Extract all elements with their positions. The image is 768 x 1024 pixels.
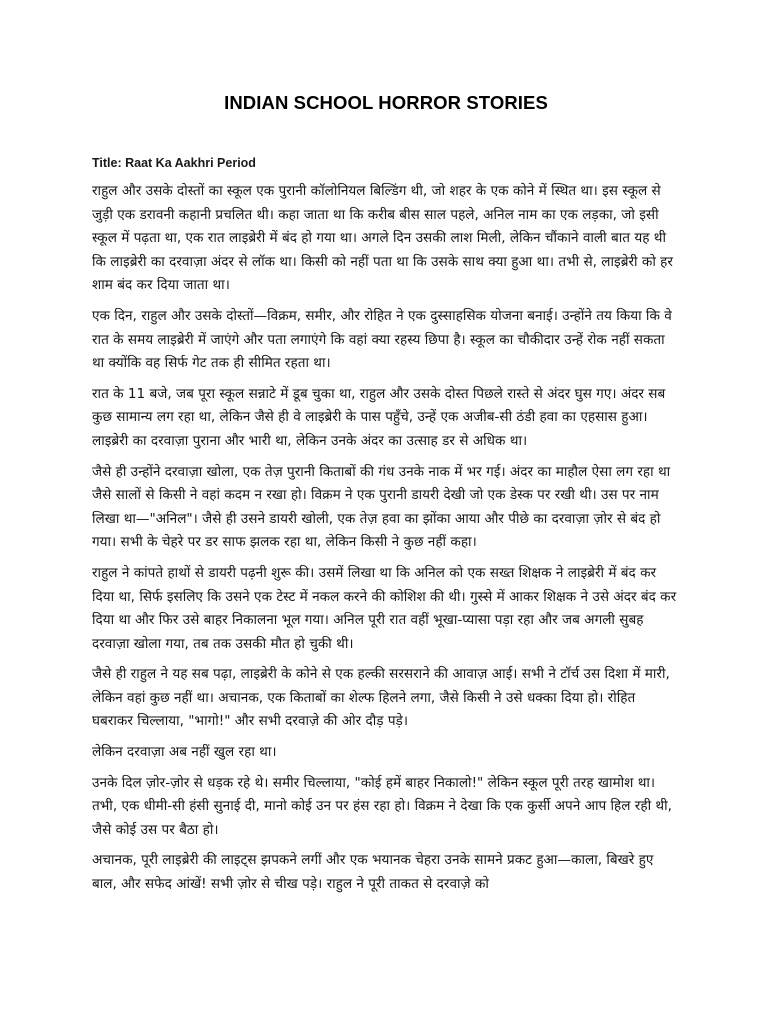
paragraph-6: जैसे ही राहुल ने यह सब पढ़ा, लाइब्रेरी के कोने से एक हल्की सरसराने की आवाज़ आई। सभी ने टॉर्च उस दिशा में मारी, लेकिन वहां कुछ नहीं था। अचानक, एक किताबों का शेल्फ हिलने लगा, जैसे किसी ने उसे धक्का दिया हो। रोहित घबराकर चिल्लाया, "भागो!" और सभी दरवाज़े की ओर दौड़ पड़े। xyxy=(92,666,670,730)
paragraph-8: उनके दिल ज़ोर-ज़ोर से धड़क रहे थे। समीर चिल्लाया, "कोई हमें बाहर निकालो!" लेकिन स्कूल पूरी तरह खामोश था। तभी, एक धीमी-सी हंसी सुनाई दी, मानो कोई उन पर हंस रहा हो। विक्रम ने देखा कि एक कुर्सी अपने आप हिल रही थी, जैसे कोई उस पर बैठा हो। xyxy=(92,774,672,838)
document-page xyxy=(92,0,680,904)
paragraph-1: राहुल और उसके दोस्तों का स्कूल एक पुरानी कॉलोनियल बिल्डिंग थी, जो शहर के एक कोने में स्थित था। इस स्कूल से जुड़ी एक डरावनी कहानी प्रचलित थी। कहा जाता था कि करीब बीस साल पहले, अनिल नाम का एक लड़का, जो इसी स्कूल में पढ़ता था, एक रात लाइब्रेरी में बंद हो गया था। अगले दिन उसकी लाश मिली, लेकिन चौंकाने वाली बात यह थी कि लाइब्रेरी का दरवाज़ा अंदर से लॉक था। किसी को नहीं पता था कि उसके साथ क्या हुआ था। तभी से, लाइब्रेरी को हर शाम बंद कर दिया जाता था। xyxy=(92,183,673,294)
paragraph-5: राहुल ने कांपते हाथों से डायरी पढ़नी शुरू की। उसमें लिखा था कि अनिल को एक सख्त शिक्षक ने लाइब्रेरी में बंद कर दिया था, सिर्फ इसलिए कि उसने एक टेस्ट में नकल करने की कोशिश की थी। गुस्से में आकर शिक्षक ने उसे अंदर बंद कर दिया था और फिर उसे बाहर निकालना भूल गया। अनिल पूरी रात वहीं भूखा-प्यासा पड़ा रहा और जब अगली सुबह दरवाज़ा खोला गया, तब तक उसकी मौत हो चुकी थी। xyxy=(92,564,677,652)
paragraph-3: रात के 11 बजे, जब पूरा स्कूल सन्नाटे में डूब चुका था, राहुल और उसके दोस्त पिछले रास्ते से अंदर घुस गए। अंदर सब कुछ सामान्य लग रहा था, लेकिन जैसे ही वे लाइब्रेरी के पास पहुँचे, उन्हें एक अजीब-सी ठंडी हवा का एहसास हुआ। लाइब्रेरी का दरवाज़ा पुराना और भारी था, लेकिन उनके अंदर का उत्साह डर से अधिक था। xyxy=(92,385,666,449)
paragraph-4: जैसे ही उन्होंने दरवाज़ा खोला, एक तेज़ पुरानी किताबों की गंध उनके नाक में भर गई। अंदर का माहौल ऐसा लग रहा था जैसे सालों से किसी ने वहां कदम न रखा हो। विक्रम ने एक पुरानी डायरी देखी जो एक डेस्क पर रखी थी। उस पर नाम लिखा था—"अनिल"। जैसे ही उसने डायरी खोली, एक तेज़ हवा का झोंका आया और पीछे का दरवाज़ा ज़ोर से बंद हो गया। सभी के चेहरे पर डर साफ झलक रहा था, लेकिन किसी ने कुछ नहीं कहा। xyxy=(92,463,671,551)
paragraph-2: एक दिन, राहुल और उसके दोस्तों—विक्रम, समीर, और रोहित ने एक दुस्साहसिक योजना बनाई। उन्होंने तय किया कि वे रात के समय लाइब्रेरी में जाएंगे और पता लगाएंगे कि वहां क्या रहस्य छिपा है। स्कूल का चौकीदार उन्हें रोक नहीं सकता था क्योंकि वह सिर्फ गेट तक ही सीमित रहता था। xyxy=(92,307,672,372)
paragraph-9: अचानक, पूरी लाइब्रेरी की लाइट्स झपकने लगीं और एक भयानक चेहरा उनके सामने प्रकट हुआ—काला, बिखरे हुए बाल, और सफेद आंखें! सभी ज़ोर से चीख पड़े। राहुल ने पूरी ताकत से दरवाज़े को xyxy=(92,852,654,893)
document-heading: INDIAN SCHOOL HORROR STORIES xyxy=(224,92,548,113)
paragraph-7: लेकिन दरवाज़ा अब नहीं खुल रहा था। xyxy=(92,744,277,761)
story-body xyxy=(92,180,680,897)
story-title: Title: Raat Ka Aakhri Period xyxy=(92,156,256,170)
